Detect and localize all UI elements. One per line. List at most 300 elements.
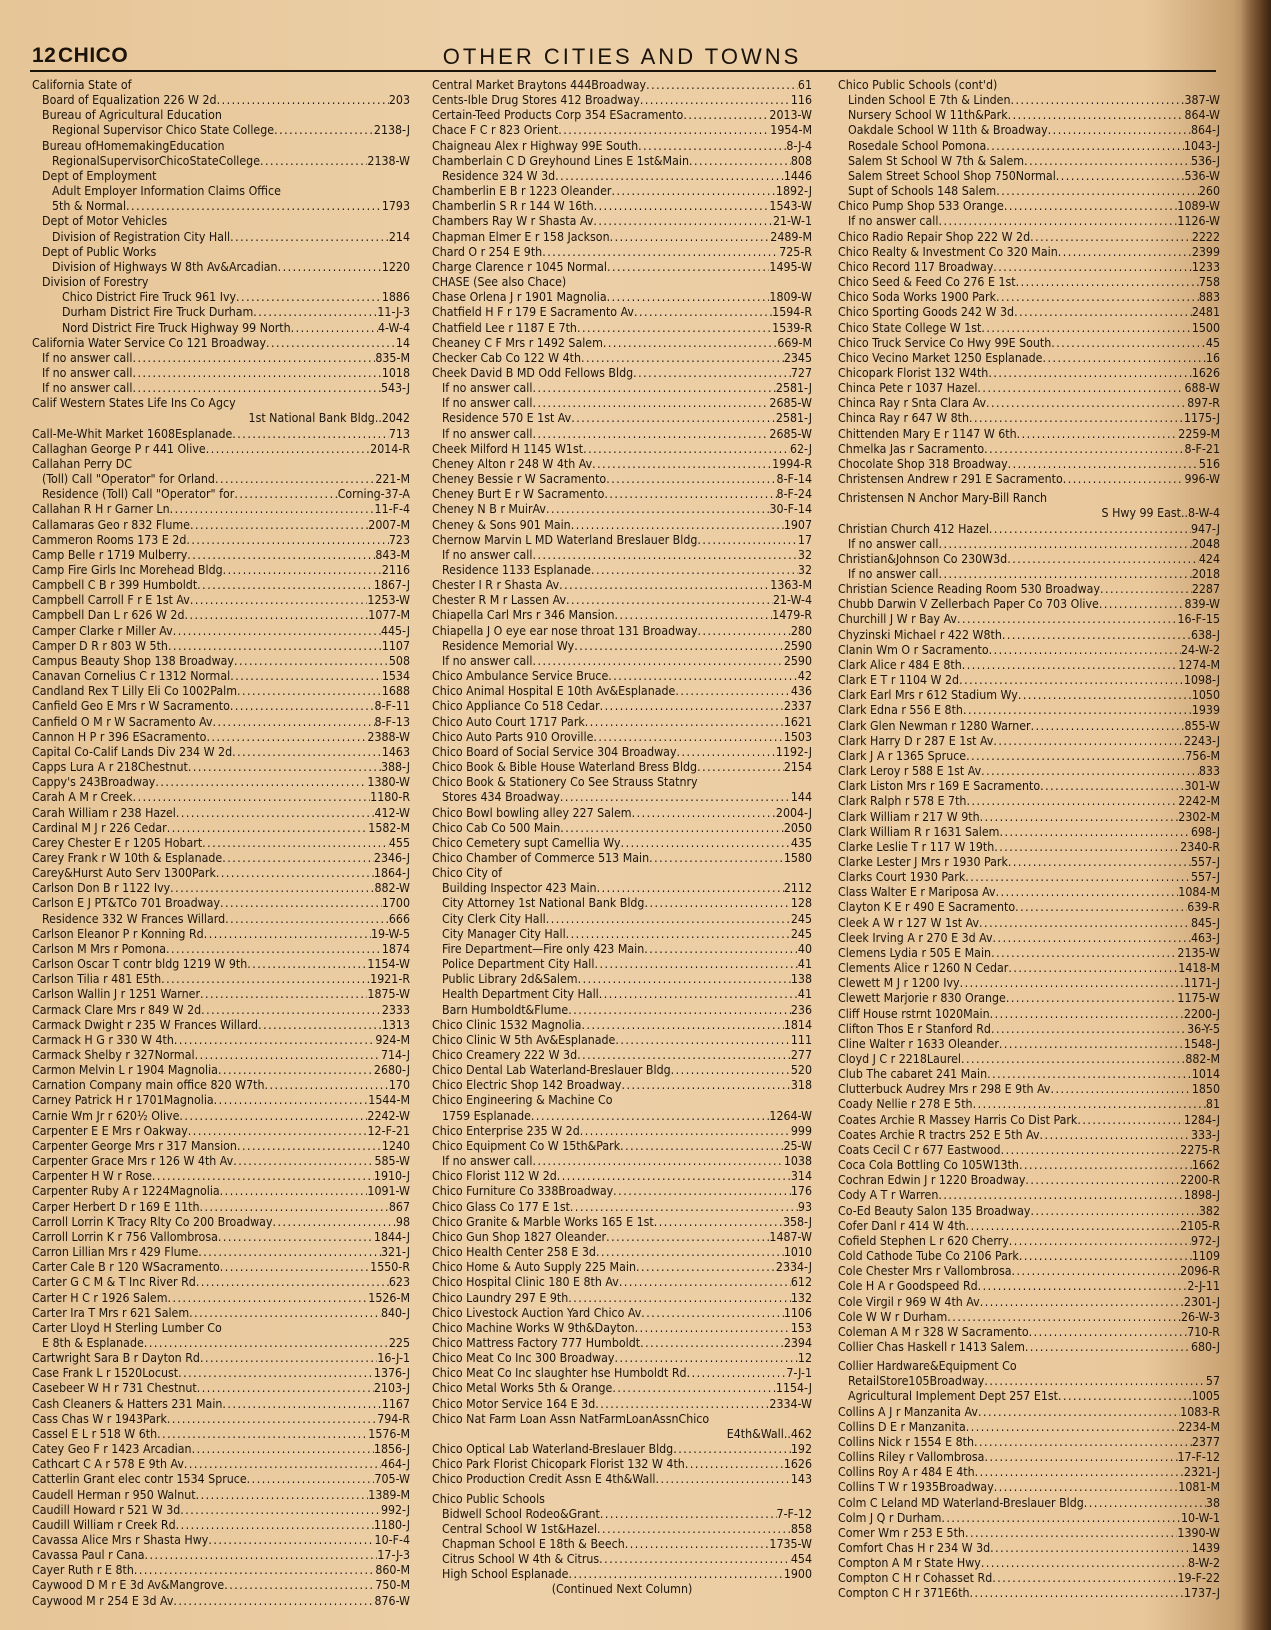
directory-entry (32, 669, 410, 684)
entry-phone-number: 508 (388, 653, 410, 668)
entry-phone-number: 358-J (782, 1214, 812, 1229)
entry-leader (966, 749, 1185, 764)
entry-name: Checker Cab Co 122 W 4th (432, 350, 581, 365)
directory-entry (838, 794, 1220, 809)
entry-phone-number: 1439 (1191, 1541, 1220, 1555)
entry-name: Clanin Wm O r Sacramento (838, 642, 989, 657)
entry-phone-number: 835-M (375, 350, 410, 365)
directory-entry (432, 411, 812, 426)
entry-phone-number: 897-R (1187, 396, 1220, 411)
entry-phone-number: 2116 (381, 563, 410, 577)
entry-name: Carnation Company main office 820 W7th (32, 1078, 265, 1093)
directory-entry (838, 1082, 1220, 1097)
entry-phone-number: 192 (790, 1442, 812, 1457)
entry-phone-number: 1544-M (368, 1093, 410, 1108)
entry-name: If no answer call (42, 350, 133, 365)
entry-phone-number: 2243-J (1183, 733, 1220, 748)
entry-leader (1099, 597, 1185, 612)
directory-entry (32, 699, 410, 714)
entry-leader (597, 881, 784, 896)
entry-name: Clemens Lydia r 505 E Main (838, 945, 992, 960)
entry-leader (571, 518, 784, 533)
entry-name: Coca Cola Bottling Co 105W13th (838, 1158, 1019, 1173)
directory-entry (838, 381, 1220, 396)
entry-name: Compton A M r State Hwy (838, 1556, 981, 1571)
entry-name: Cline Walter r 1633 Oleander (838, 1036, 999, 1051)
entry-leader (258, 1018, 382, 1033)
directory-entry (432, 1567, 812, 1582)
entry-phone-number: 1892-J (775, 184, 812, 199)
entry-phone-number: 557-J (1190, 870, 1220, 885)
entry-name: Bureau of Agricultural Education (42, 108, 222, 123)
entry-name: Chittenden Mary E r 1147 W 6th (838, 426, 1017, 441)
entry-name: Chico Glass Co 177 E 1st (432, 1199, 570, 1214)
directory-entry (838, 688, 1220, 703)
entry-leader (230, 699, 375, 714)
entry-name: If no answer call (442, 1154, 533, 1169)
entry-phone-number: 758 (1198, 275, 1220, 290)
entry-name: Residence 332 W Frances Willard (42, 911, 226, 926)
entry-phone-number: 1495-W (769, 259, 812, 274)
entry-leader (613, 1184, 791, 1199)
entry-name: Comfort Chas H r 234 W 3d (838, 1541, 991, 1555)
entry-leader (625, 1537, 770, 1552)
directory-entry (32, 214, 410, 229)
entry-phone-number: 1077-M (368, 608, 410, 623)
entry-phone-number: 1175-J (1183, 411, 1220, 426)
directory-entry (432, 775, 812, 790)
entry-phone-number: 1084-M (1178, 885, 1220, 900)
entry-leader (1024, 154, 1191, 169)
entry-phone-number: 1043-J (1183, 138, 1220, 153)
entry-phone-number: 1446 (783, 168, 812, 183)
directory-entry (838, 351, 1220, 366)
directory-entry (432, 1582, 812, 1597)
entry-leader (557, 1169, 791, 1184)
entry-name: Cheek David B MD Odd Fellows Bldg (432, 365, 634, 380)
entry-name: Churchill J W r Bay Av (838, 612, 957, 627)
directory-entry (432, 821, 812, 836)
directory-entry (432, 1260, 812, 1275)
entry-phone-number: 1626 (1191, 365, 1220, 380)
entry-leader (180, 1503, 381, 1518)
directory-entry (838, 1097, 1220, 1112)
entry-name: Callaghan George P r 441 Olive (32, 441, 206, 456)
entry-name: Chico Laundry 297 E 9th (432, 1290, 569, 1305)
directory-entry (838, 245, 1220, 260)
entry-leader: .. (1180, 506, 1188, 521)
directory-entry (838, 855, 1220, 870)
directory-entry (32, 806, 410, 821)
directory-entry (432, 593, 812, 608)
entry-name: Candland Rex T Lilly Eli Co 1002Palm (32, 684, 237, 699)
entry-leader (206, 442, 370, 457)
directory-entry (32, 1548, 410, 1563)
entry-leader (170, 502, 375, 517)
entry-leader (1084, 1496, 1206, 1511)
entry-name: Clark Ralph r 578 E 7th (838, 794, 967, 809)
entry-leader (989, 522, 1191, 537)
directory-entry (432, 139, 812, 154)
entry-leader (133, 790, 371, 805)
entry-phone-number: 1014 (1191, 1067, 1220, 1082)
entry-phone-number: 557-J (1190, 854, 1220, 869)
entry-phone-number: 19-F-22 (1177, 1571, 1220, 1586)
entry-phone-number: 38 (1205, 1495, 1220, 1510)
entry-phone-number: 833 (1198, 764, 1220, 779)
entry-name: Chico Engineering & Machine Co (432, 1093, 613, 1108)
entry-leader (966, 1420, 1179, 1435)
entry-phone-number: 1864-J (373, 866, 410, 881)
entry-name: Chico Clinic W 5th Av&Esplanade (432, 1032, 616, 1047)
directory-entry (432, 1003, 812, 1018)
directory-entry (432, 108, 812, 123)
directory-entry (432, 123, 812, 138)
entry-leader (126, 199, 382, 214)
directory-entry (432, 730, 812, 745)
entry-leader (185, 608, 369, 623)
entry-name: Chicopark Florist 132 W4th (838, 365, 989, 380)
entry-phone-number: 1479-R (772, 608, 812, 623)
directory-entry (32, 654, 410, 669)
entry-phone-number: 1688 (381, 684, 410, 699)
entry-leader (683, 108, 769, 123)
directory-entry (838, 840, 1220, 855)
directory-entry (32, 957, 410, 972)
entry-phone-number: 1390-W (1177, 1525, 1220, 1540)
entry-name: Clark Earl Mrs r 612 Stadium Wy (838, 688, 1018, 703)
directory-entry (432, 669, 812, 684)
entry-phone-number: 10-W-1 (1180, 1510, 1220, 1525)
directory-entry (432, 245, 812, 260)
entry-leader (599, 1552, 791, 1567)
entry-phone-number: 1487-W (769, 1229, 812, 1244)
entry-phone-number: 2234-M (1178, 1419, 1220, 1434)
entry-phone-number: 301-W (1184, 779, 1220, 794)
entry-name: Division of Registration City Hall (52, 229, 231, 244)
entry-phone-number: 867 (388, 1199, 410, 1214)
entry-leader (593, 214, 773, 229)
entry-phone-number: 1380-W (367, 775, 410, 790)
directory-entry (32, 987, 410, 1002)
entry-name: Compton C H r 371E6th (838, 1586, 970, 1601)
entry-phone-number: 321-J (380, 1245, 410, 1260)
entry-leader (698, 624, 791, 639)
directory-entry (838, 1496, 1220, 1511)
directory-entry (838, 457, 1220, 472)
entry-leader (1025, 1173, 1180, 1188)
entry-name: Cassel E L r 518 W 6th (32, 1426, 158, 1441)
entry-phone-number: 1463 (381, 744, 410, 759)
entry-leader (167, 1412, 377, 1427)
entry-leader (1002, 628, 1191, 643)
directory-entry (432, 1472, 812, 1487)
entry-leader (532, 548, 797, 563)
directory-entry (838, 396, 1220, 411)
entry-leader (960, 976, 1184, 991)
entry-phone-number: 1886 (381, 290, 410, 305)
directory-entry (838, 1310, 1220, 1325)
entry-name: Salem Street School Shop 750Normal (848, 168, 1056, 183)
entry-leader (170, 881, 374, 896)
directory-entry (838, 870, 1220, 885)
entry-name: Clark E T r 1104 W 2d (838, 673, 960, 688)
entry-phone-number: 1576-M (368, 1426, 410, 1441)
directory-entry (838, 825, 1220, 840)
entry-name: Clements Alice r 1260 N Cedar (838, 961, 1009, 976)
directory-entry (432, 624, 812, 639)
entry-name: Chubb Darwin V Zellerbach Paper Co 703 Olive (838, 597, 1099, 612)
entry-name: Carmon Melvin L r 1904 Magnolia (32, 1063, 218, 1078)
entry-name: Chico Clinic 1532 Magnolia (432, 1017, 582, 1032)
entry-leader (621, 1078, 790, 1093)
directory-entry (432, 78, 812, 93)
directory-entry (432, 214, 812, 229)
entry-phone-number: 26-W-3 (1180, 1309, 1220, 1324)
entry-leader (247, 1472, 375, 1487)
directory-entry (432, 321, 812, 336)
directory-entry (838, 1158, 1220, 1173)
entry-leader (994, 840, 1180, 855)
entry-phone-number: 688-W (1184, 381, 1220, 396)
entry-name: Chico Electric Shop 142 Broadway (432, 1078, 622, 1093)
entry-phone-number: 1180-R (370, 790, 410, 805)
directory-entry (32, 851, 410, 866)
directory-entry (432, 1492, 812, 1507)
entry-phone-number: 382 (1198, 1203, 1220, 1218)
entry-phone-number: 639-R (1187, 900, 1220, 915)
directory-entry (32, 230, 410, 245)
entry-leader (978, 1405, 1180, 1420)
entry-name: Chico Public Schools (432, 1491, 545, 1506)
entry-name: Chico Granite & Marble Works 165 E 1st (432, 1214, 654, 1229)
entry-name: Residence Memorial Wy (442, 638, 575, 653)
entry-leader (1016, 275, 1199, 290)
directory-entry (432, 1184, 812, 1199)
entry-phone-number: 277 (790, 1048, 812, 1062)
entry-leader (220, 896, 382, 911)
directory-entry (32, 836, 410, 851)
entry-leader (167, 821, 369, 836)
directory-entry (32, 1124, 410, 1139)
entry-leader (260, 154, 367, 169)
entry-leader (671, 1063, 791, 1078)
entry-leader (592, 457, 772, 472)
entry-leader (612, 1381, 776, 1396)
entry-leader (220, 1184, 368, 1199)
directory-entry (32, 593, 410, 608)
entry-leader (581, 351, 784, 366)
entry-leader (947, 1310, 1181, 1325)
directory-entry (432, 578, 812, 593)
entry-name: Clarks Court 1930 Park (838, 870, 966, 885)
entry-phone-number: 1550-R (370, 1260, 410, 1275)
entry-name: Cannon H P r 396 ESacramento (32, 729, 207, 744)
entry-leader (220, 1260, 370, 1275)
directory-entry (32, 502, 410, 517)
entry-name: Cloyd J C r 2218Laurel (838, 1052, 961, 1066)
directory-entry (432, 927, 812, 942)
directory-entry (838, 154, 1220, 169)
directory-entry (838, 1435, 1220, 1450)
entry-leader (591, 563, 798, 578)
directory-entry (32, 351, 410, 366)
entry-phone-number: 1081-M (1178, 1480, 1220, 1495)
directory-entry (432, 381, 812, 396)
entry-leader (986, 396, 1187, 411)
entry-leader (977, 381, 1184, 396)
directory-entry (838, 961, 1220, 976)
entry-name: Cofield Stephen L r 620 Cherry (838, 1233, 1009, 1248)
entry-leader (975, 1465, 1184, 1480)
directory-entry (838, 1219, 1220, 1234)
directory-entry (838, 1295, 1220, 1310)
directory-entry (32, 1109, 410, 1124)
directory-entry (838, 442, 1220, 457)
entry-name: Residence 324 W 3d (442, 168, 556, 183)
entry-name: Cass Chas W r 1943Park (32, 1411, 167, 1426)
entry-phone-number: 42 (797, 669, 812, 684)
entry-leader (568, 1291, 791, 1306)
entry-phone-number: 1005 (1191, 1389, 1220, 1404)
entry-name: Chico Auto Parts 910 Oroville (432, 729, 594, 744)
entry-leader (578, 972, 791, 987)
entry-leader (568, 1567, 783, 1582)
entry-phone-number: 2337 (783, 699, 812, 714)
entry-phone-number: 8-W-4 (1187, 506, 1220, 521)
directory-entry (432, 1033, 812, 1048)
entry-phone-number: 2004-J (775, 805, 812, 820)
entry-phone-number: 1594-R (772, 305, 812, 320)
directory-entry (32, 790, 410, 805)
entry-name: Chico Animal Hospital E 10th Av&Esplanade (432, 684, 676, 699)
entry-phone-number: 669-M (777, 335, 812, 350)
entry-leader (532, 1154, 783, 1169)
directory-entry (838, 321, 1220, 336)
entry-name: Cody A T r Warren (838, 1188, 939, 1203)
entry-name: Nursery School W 11th&Park (848, 108, 1008, 123)
directory-entry (838, 1465, 1220, 1480)
entry-leader (986, 139, 1184, 154)
entry-leader (1015, 900, 1187, 915)
entry-leader (938, 214, 1177, 229)
entry-leader (188, 1124, 368, 1139)
entry-name: Regional Supervisor Chico State College (52, 123, 275, 138)
directory-entry (432, 502, 812, 517)
directory-entry (32, 1563, 410, 1578)
entry-name: Clewett M J r 1200 Ivy (838, 976, 960, 991)
entry-name: Chico State College W 1st (838, 320, 982, 335)
entry-leader (615, 1033, 791, 1048)
entry-phone-number: 32 (797, 563, 812, 577)
entry-phone-number: 882-M (1185, 1052, 1220, 1066)
entry-name: If no answer call (442, 547, 533, 562)
entry-phone-number: 62-J (789, 441, 812, 456)
directory-entry (32, 305, 410, 320)
entry-phone-number: 221-M (375, 472, 410, 487)
entry-leader (603, 336, 777, 351)
directory-entry (432, 290, 812, 305)
entry-name: Chico Truck Service Co Hwy 99E South (838, 335, 1052, 350)
entry-phone-number: 17 (797, 532, 812, 547)
entry-leader (580, 1124, 791, 1139)
entry-name: If no answer call (42, 381, 133, 396)
entry-leader (189, 1306, 381, 1321)
entry-phone-number: 314 (790, 1169, 812, 1184)
entry-name: Carter Cale B r 120 WSacramento (32, 1260, 220, 1275)
directory-entry (32, 1215, 410, 1230)
entry-leader (981, 764, 1199, 779)
directory-entry (432, 1427, 812, 1442)
entry-name: Case Frank L r 1520Locust (32, 1366, 179, 1381)
entry-phone-number: 2334-J (775, 1260, 812, 1275)
directory-entry (838, 411, 1220, 426)
entry-leader (595, 1397, 769, 1412)
entry-phone-number: 21-W-4 (772, 593, 812, 608)
directory-entry (838, 673, 1220, 688)
entry-phone-number: 1363-M (770, 578, 812, 593)
entry-phone-number: 612 (790, 1275, 812, 1290)
directory-entry (32, 1366, 410, 1381)
entry-phone-number: 412-W (374, 805, 410, 820)
entry-leader (996, 184, 1199, 199)
entry-name: Chace F C r 823 Orient (432, 123, 559, 138)
entry-name: Cartwright Sara B r Dayton Rd (32, 1351, 200, 1366)
entry-name: Charge Clarence r 1045 Normal (432, 259, 607, 274)
book-spine-shadow (1241, 0, 1271, 1630)
entry-phone-number: 1274-M (1178, 657, 1220, 672)
entry-leader (274, 123, 374, 138)
directory-entry (32, 548, 410, 563)
entry-name: 5th & Normal (52, 199, 127, 214)
entry-leader (1019, 1158, 1192, 1173)
directory-entry (32, 533, 410, 548)
entry-leader (604, 487, 776, 502)
entry-leader (1058, 1389, 1192, 1404)
directory-entry (432, 1457, 812, 1472)
directory-entry (32, 760, 410, 775)
entry-phone-number: 1050 (1191, 688, 1220, 703)
entry-phone-number: 1167 (381, 1396, 410, 1411)
entry-phone-number: 25-W (783, 1138, 812, 1153)
entry-phone-number: 463-J (1190, 930, 1220, 945)
directory-entry (32, 184, 410, 199)
directory-entry (32, 321, 410, 336)
entry-leader (234, 487, 337, 502)
entry-phone-number: 1389-M (368, 1487, 410, 1502)
directory-entry (32, 457, 410, 472)
directory-entry (32, 245, 410, 260)
entry-phone-number: 2333 (381, 1002, 410, 1017)
directory-entry (432, 1321, 812, 1336)
entry-phone-number: 1809-W (769, 290, 812, 305)
entry-leader (606, 472, 776, 487)
entry-phone-number: 8-J-4 (786, 138, 812, 153)
entry-phone-number: 839-W (1184, 597, 1220, 612)
entry-name: Central Market Braytons 444Broadway (432, 78, 647, 92)
entry-phone-number: 1503 (783, 729, 812, 744)
directory-entry (32, 1488, 410, 1503)
entry-phone-number: 1582-M (368, 820, 410, 835)
directory-entry (838, 810, 1220, 825)
entry-name: Division of Forestry (42, 275, 149, 290)
entry-name: Chico Equipment Co W 15th&Park (432, 1138, 621, 1153)
entry-phone-number: 2581-J (775, 381, 812, 396)
directory-entry (838, 1067, 1220, 1082)
entry-phone-number: 536-J (1190, 153, 1220, 168)
entry-leader (619, 1275, 791, 1290)
entry-leader (981, 1556, 1188, 1571)
